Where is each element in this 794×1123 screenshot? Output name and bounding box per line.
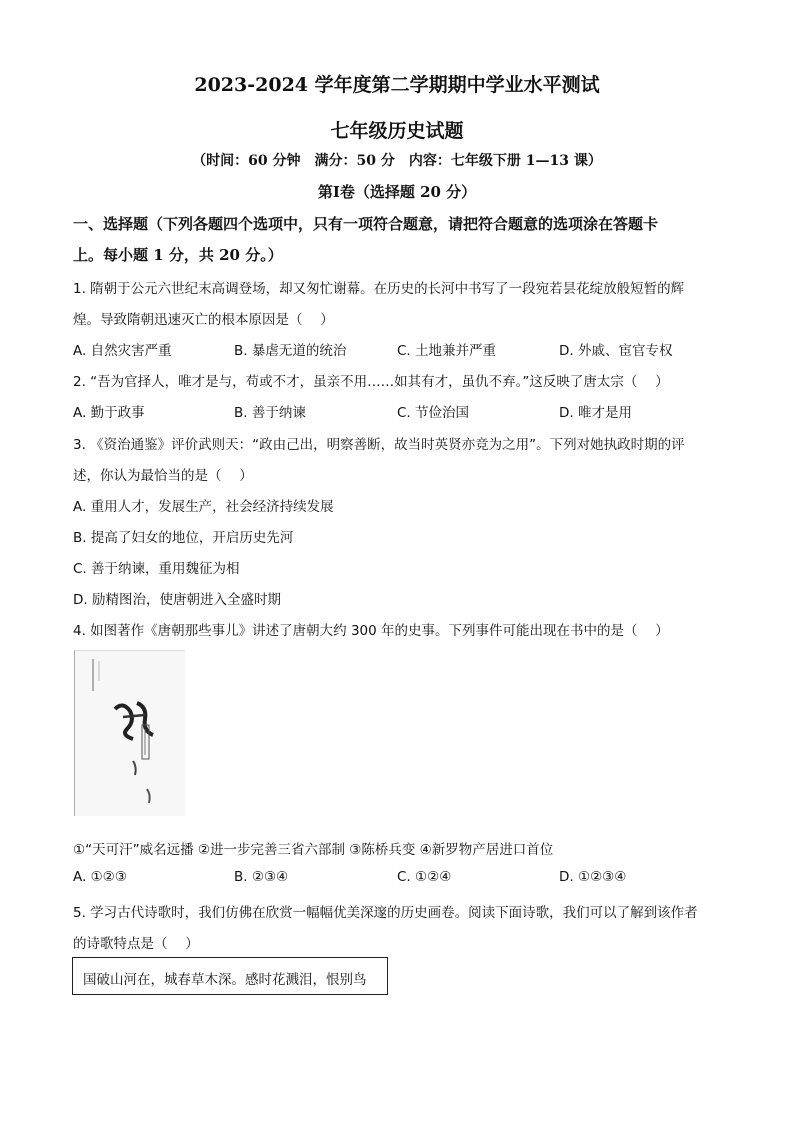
book-cover-illustration xyxy=(75,651,185,816)
q4-option-a: A. ①②③ xyxy=(73,869,127,885)
q2-option-b: B. 善于纳谏 xyxy=(234,405,306,421)
q4-option-b: B. ②③④ xyxy=(234,869,289,885)
poem-text: 国破山河在，城春草木深。感时花溅泪，恨别鸟 xyxy=(83,972,367,988)
q4-option-d: D. ①②③④ xyxy=(559,869,627,885)
q2-option-a: A. 勤于政事 xyxy=(73,405,145,421)
exam-meta: （时间：60 分钟 满分：50 分 内容：七年级下册 1—13 课） xyxy=(192,153,602,169)
q3-stem-line1: 3. 《资治通鉴》评价武则天：“政由己出，明察善断，故当时英贤亦竞为之用”。下列对她执政时期的评 xyxy=(73,437,685,453)
q2-stem-line1: 2. “吾为官择人，唯才是与，苟或不才，虽亲不用……如其有才，虽仇不弃。”这反映了唐太宗（ ） xyxy=(73,374,669,390)
q4-option-c: C. ①②④ xyxy=(397,869,452,885)
q4-stem-line1: 4. 如图著作《唐朝那些事儿》讲述了唐朝大约 300 年的史事。下列事件可能出现在书中的是（ ） xyxy=(73,623,669,639)
q1-option-c: C. 土地兼并严重 xyxy=(397,343,497,359)
q1-option-b: B. 暴虐无道的统治 xyxy=(234,343,347,359)
q3-option-b: B. 提高了妇女的地位，开启历史先河 xyxy=(73,530,294,546)
q3-stem-line2: 述，你认为最恰当的是（ ） xyxy=(73,468,253,484)
exam-subtitle: 七年级历史试题 xyxy=(330,120,464,142)
q1-stem-line1: 1. 隋朝于公元六世纪末高调登场，却又匆忙谢幕。在历史的长河中书写了一段宛若昙花绽放般短暂的辉 xyxy=(73,281,685,297)
book-cover-image xyxy=(74,650,185,816)
q4-items: ①“天可汗”威名远播 ②进一步完善三省六部制 ③陈桥兵变 ④新罗物产居进口首位 xyxy=(73,842,554,858)
section-instructions-line2: 上。每小题 1 分，共 20 分。） xyxy=(73,246,283,264)
volume-heading: 第Ⅰ卷（选择题 20 分） xyxy=(317,183,477,201)
q3-option-c: C. 善于纳谏，重用魏征为相 xyxy=(73,561,240,577)
q2-option-d: D. 唯才是用 xyxy=(559,405,632,421)
q5-stem-line1: 5. 学习古代诗歌时，我们仿佛在欣赏一幅幅优美深邃的历史画卷。阅读下面诗歌，我们可以了解到该作者 xyxy=(73,905,698,921)
poem-box xyxy=(72,957,388,995)
q3-option-a: A. 重用人才，发展生产，社会经济持续发展 xyxy=(73,499,334,515)
q1-option-d: D. 外戚、宦官专权 xyxy=(559,343,673,359)
q2-option-c: C. 节俭治国 xyxy=(397,405,470,421)
q1-option-a: A. 自然灾害严重 xyxy=(73,343,172,359)
exam-title: 2023-2024 学年度第二学期期中学业水平测试 xyxy=(194,74,600,96)
q3-option-d: D. 励精图治，使唐朝进入全盛时期 xyxy=(73,592,281,608)
q5-stem-line2: 的诗歌特点是（ ） xyxy=(73,936,199,952)
q1-stem-line2: 煌。导致隋朝迅速灭亡的根本原因是（ ） xyxy=(73,312,334,328)
section-instructions-line1: 一、选择题（下列各题四个选项中，只有一项符合题意，请把符合题意的选项涂在答题卡 xyxy=(73,215,659,233)
